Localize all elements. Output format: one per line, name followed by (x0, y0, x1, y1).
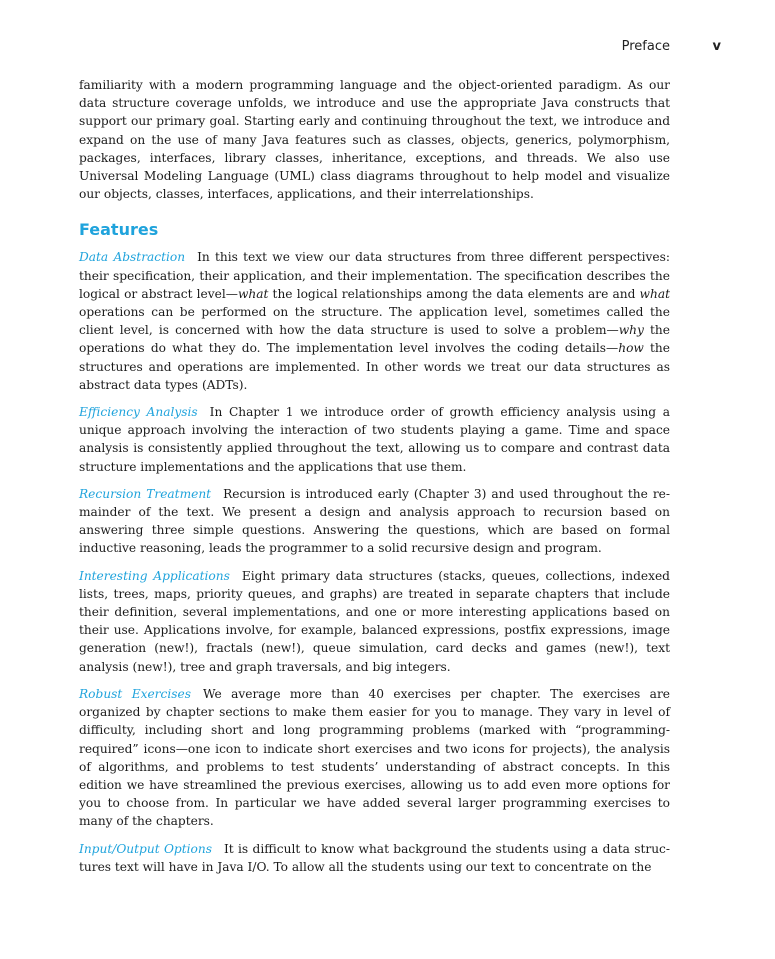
runin-title-efficiency-analysis: Efficiency Analysis (79, 405, 198, 420)
paragraph-text: Recursion is introduced early (Chapter 3) and used throughout the remainder of the text. We present a design and analysis approach to recursion based on answering three simple questions. Answering the questions, which are based on formal inductive reasoning, leads the programmer to a solid recursive design and program. (79, 486, 671, 556)
text-part: the logical relationships among the data elements are and (268, 286, 640, 301)
running-header (0, 38, 775, 58)
paragraph-robust-exercises (79, 685, 670, 831)
paragraph-io-options (79, 840, 670, 876)
text-part: In this text we view our data structures from three different perspectives: their specification, their application, and their implementation. The specification describes the logical or abstract level— (79, 250, 671, 301)
intro-paragraph: familiarity with a modern programming language and the object-oriented paradigm. As our data structure coverage unfolds, we introduce and use the appropriate Java constructs that support our primary goal. Starting early and continuing throughout the text, we introduce and expand on the use of many Java features such as classes, objects, generics, polymorphism, packages, interfaces, library classes, inheritance, exceptions, and threads. We also use Universal Modeling Language (UML) class diagrams throughout to help model and visualize our objects, classes, interfaces, applications, and their interrelationships. (79, 78, 670, 202)
section-heading: Features (79, 220, 159, 240)
runin-title-data-abstraction: Data Abstraction (79, 250, 186, 265)
emphasis-what: what (237, 286, 269, 301)
text-part: the structures and operations are implemented. In other words we treat our data structures as abstract data types (ADTs). (79, 341, 670, 392)
text-part: the operations do what they do. The implementation level involves the coding details— (79, 323, 670, 356)
emphasis-what: what (639, 286, 670, 301)
paragraph-efficiency-analysis (79, 403, 670, 476)
runin-title-robust-exercises: Robust Exercises (79, 686, 191, 701)
runin-title-interesting-applications: Interesting Applications (79, 568, 230, 583)
text-part: operations can be performed on the structure. The application level, sometimes called the client level, is concerned with how the data structure is used to solve a problem— (79, 305, 670, 338)
emphasis-how: how (618, 341, 644, 356)
paragraph-data-abstraction (79, 248, 670, 394)
header-title: Preface (621, 39, 670, 54)
paragraph-text: Eight primary data structures (stacks, queues, collections, indexed lists, trees, maps, priority queues, and graphs) are treated in separate chapters that include their definition, several implementations, and one or more interesting applications based on their use. Applications involve, for example, balanced expressions, postfix expressions, image generation (new!), fractals (new!), queue simulation, card decks and games (new!), text analysis (new!), tree and graph traversals, and big integers. (79, 568, 670, 674)
runin-title-io-options: Input/Output Options (79, 841, 212, 856)
paragraph-text: In Chapter 1 we introduce order of growth efficiency analysis using a unique approach involving the interaction of two students playing a game. Time and space analysis is consistently applied throughout the text, allowing us to compare and contrast data structure implementations and the applications that use them. (79, 405, 670, 474)
paragraph-text: It is difficult to know what background the students using a data structures text will have in Java I/O. To allow all the students using our text to concentrate on the (79, 841, 670, 874)
page-number: v (712, 39, 721, 54)
paragraph-interesting-applications (79, 567, 670, 676)
paragraph-recursion-treatment (79, 485, 670, 558)
runin-title-recursion-treatment: Recursion Treatment (79, 486, 212, 501)
body-text (79, 76, 670, 885)
emphasis-why: why (618, 323, 644, 338)
paragraph-text: We average more than 40 exercises per chapter. The exercises are organized by chapter sections to make them easier for you to manage. They vary in level of difficulty, including short and long programming problems (marked with “programming-required” icons—one icon to indicate short exercises and two icons for projects), the analysis of algorithms, and problems to test students’ understanding of abstract concepts. In this edition we have streamlined the previous exercises, allowing us to add even more options for you to choose from. In particular we have added several larger programming exercises to many of the chapters. (79, 686, 670, 829)
